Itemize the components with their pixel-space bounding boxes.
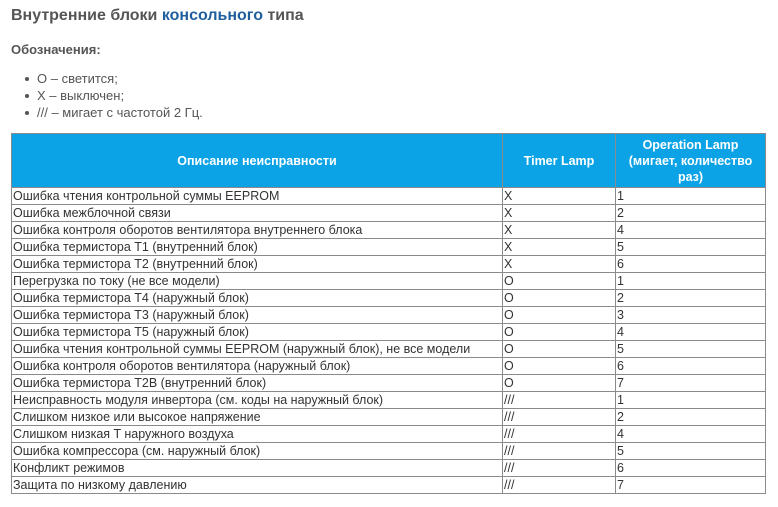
cell-timer-lamp: O	[503, 273, 616, 290]
cell-timer-lamp: X	[503, 239, 616, 256]
cell-timer-lamp: O	[503, 307, 616, 324]
cell-operation-lamp: 4	[616, 222, 766, 239]
cell-operation-lamp: 2	[616, 409, 766, 426]
legend-item: X – выключен;	[37, 88, 203, 105]
cell-description: Слишком низкая T наружного воздуха	[12, 426, 503, 443]
title-highlight-link[interactable]: консольного	[161, 7, 263, 24]
table-row	[12, 205, 766, 222]
table-row	[12, 188, 766, 205]
cell-operation-lamp: 6	[616, 358, 766, 375]
table-row	[12, 341, 766, 358]
legend-list	[11, 71, 203, 122]
table-row	[12, 256, 766, 273]
cell-operation-lamp: 1	[616, 392, 766, 409]
table-row	[12, 290, 766, 307]
cell-operation-lamp: 1	[616, 188, 766, 205]
cell-timer-lamp: ///	[503, 443, 616, 460]
cell-operation-lamp: 4	[616, 324, 766, 341]
cell-timer-lamp: O	[503, 324, 616, 341]
cell-timer-lamp: ///	[503, 426, 616, 443]
cell-operation-lamp: 5	[616, 443, 766, 460]
cell-description: Неисправность модуля инвертора (см. коды на наружный блок)	[12, 392, 503, 409]
cell-description: Ошибка термистора T3 (наружный блок)	[12, 307, 503, 324]
table-header-row	[12, 134, 766, 188]
table-row	[12, 477, 766, 494]
cell-description: Ошибка термистора T2B (внутренний блок)	[12, 375, 503, 392]
legend-heading: Обозначения:	[11, 42, 101, 57]
cell-timer-lamp: X	[503, 205, 616, 222]
cell-description: Слишком низкое или высокое напряжение	[12, 409, 503, 426]
title-part-1: Внутренние блоки	[11, 7, 162, 24]
cell-timer-lamp: X	[503, 188, 616, 205]
table-row	[12, 324, 766, 341]
table-body	[12, 188, 766, 494]
column-header-timer-lamp: Timer Lamp	[503, 134, 616, 188]
cell-description: Ошибка термистора T4 (наружный блок)	[12, 290, 503, 307]
cell-timer-lamp: X	[503, 256, 616, 273]
table-row	[12, 392, 766, 409]
cell-description: Ошибка термистора T5 (наружный блок)	[12, 324, 503, 341]
cell-description: Ошибка чтения контрольной суммы EEPROM	[12, 188, 503, 205]
column-header-operation-lamp: Operation Lamp (мигает, количество раз)	[616, 134, 766, 188]
table-row	[12, 443, 766, 460]
legend-item: O – светится;	[37, 71, 203, 88]
cell-description: Ошибка межблочной связи	[12, 205, 503, 222]
cell-operation-lamp: 2	[616, 205, 766, 222]
table-row	[12, 426, 766, 443]
title-part-2: типа	[263, 7, 304, 24]
cell-timer-lamp: ///	[503, 409, 616, 426]
cell-description: Защита по низкому давлению	[12, 477, 503, 494]
table-row	[12, 307, 766, 324]
cell-description: Ошибка компрессора (см. наружный блок)	[12, 443, 503, 460]
legend-item: /// – мигает с частотой 2 Гц.	[37, 105, 203, 120]
cell-operation-lamp: 5	[616, 239, 766, 256]
cell-operation-lamp: 4	[616, 426, 766, 443]
cell-description: Конфликт режимов	[12, 460, 503, 477]
table-row	[12, 358, 766, 375]
cell-timer-lamp: ///	[503, 477, 616, 494]
cell-operation-lamp: 3	[616, 307, 766, 324]
table-row	[12, 409, 766, 426]
cell-timer-lamp: O	[503, 290, 616, 307]
cell-operation-lamp: 6	[616, 460, 766, 477]
cell-operation-lamp: 1	[616, 273, 766, 290]
cell-description: Ошибка термистора T2 (внутренний блок)	[12, 256, 503, 273]
cell-timer-lamp: O	[503, 341, 616, 358]
cell-timer-lamp: X	[503, 222, 616, 239]
page-title	[11, 7, 304, 25]
table-row	[12, 273, 766, 290]
cell-operation-lamp: 7	[616, 375, 766, 392]
cell-operation-lamp: 7	[616, 477, 766, 494]
cell-description: Ошибка термистора T1 (внутренний блок)	[12, 239, 503, 256]
cell-timer-lamp: O	[503, 358, 616, 375]
cell-description: Ошибка контроля оборотов вентилятора (наружный блок)	[12, 358, 503, 375]
cell-timer-lamp: O	[503, 375, 616, 392]
cell-operation-lamp: 6	[616, 256, 766, 273]
column-header-description: Описание неисправности	[12, 134, 503, 188]
cell-timer-lamp: ///	[503, 392, 616, 409]
table-row	[12, 460, 766, 477]
table-row	[12, 222, 766, 239]
cell-description: Перегрузка по току (не все модели)	[12, 273, 503, 290]
cell-description: Ошибка контроля оборотов вентилятора внутреннего блока	[12, 222, 503, 239]
cell-description: Ошибка чтения контрольной суммы EEPROM (наружный блок), не все модели	[12, 341, 503, 358]
error-codes-table	[11, 133, 766, 494]
cell-operation-lamp: 2	[616, 290, 766, 307]
table-row	[12, 375, 766, 392]
table-row	[12, 239, 766, 256]
cell-timer-lamp: ///	[503, 460, 616, 477]
cell-operation-lamp: 5	[616, 341, 766, 358]
